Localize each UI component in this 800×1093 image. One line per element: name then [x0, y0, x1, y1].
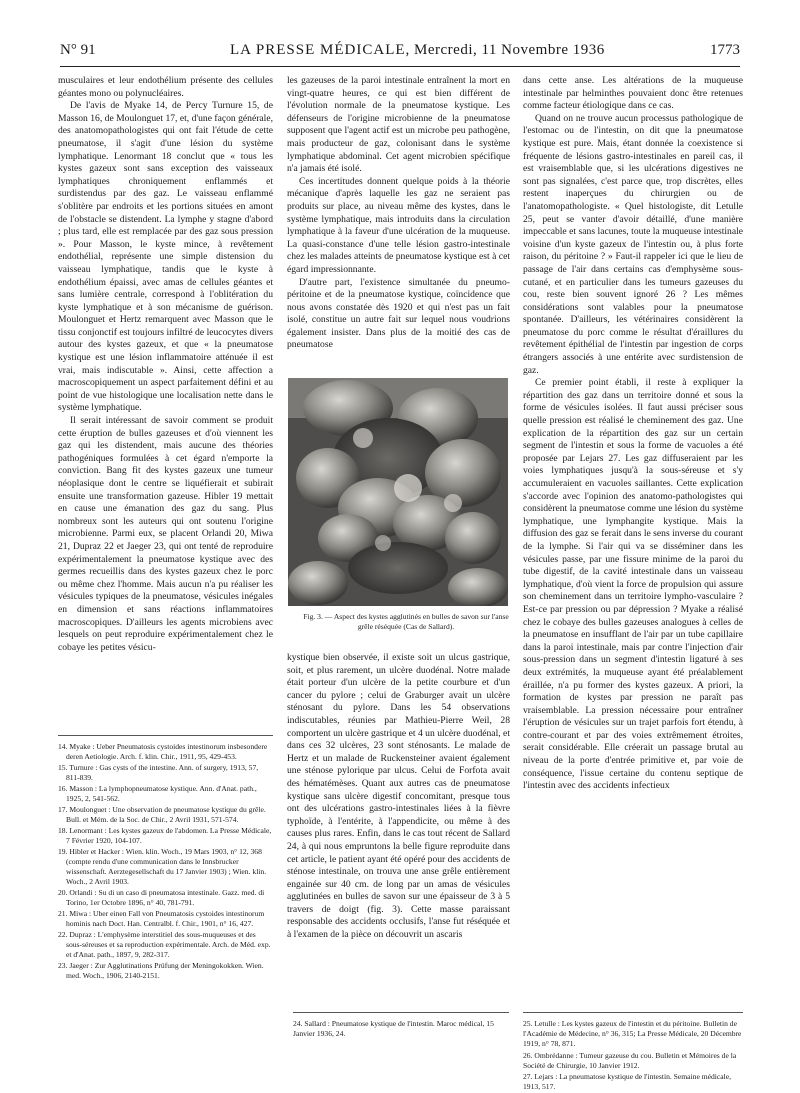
footnote: 23. Jaeger : Zur Agglutinations Prüfung der Meningokokken. Wien. med. Woch., 1906, 2140-2151.: [58, 960, 264, 980]
page-header: [60, 40, 740, 67]
footnote: 18. Lenormant : Les kystes gazeux de l'abdomen. La Presse Médicale, 7 Février 1920, 104-107.: [58, 825, 272, 845]
column-left: [58, 75, 273, 654]
page-number: 1773: [710, 42, 740, 58]
figure-caption: Fig. 3. — Aspect des kystes agglutinés en bulles de savon sur l'anse grêle réséquée (Cas de Sallard).: [303, 612, 509, 631]
figure-photo: [288, 378, 508, 606]
column-middle-lower: [287, 652, 510, 942]
journal-title-line: LA PRESSE MÉDICALE, Mercredi, 11 Novembre 1936: [230, 42, 605, 58]
journal-title: LA PRESSE MÉDICALE: [230, 42, 406, 58]
column-middle: [287, 75, 510, 352]
paragraph: kystique bien observée, il existe soit un ulcus gastrique, soit, et plus rarement, un ulcère duodénal. Notre malade était porteur d'un ulcère de la petite courbure et d'un cancer du pylore ; celui de Graburger avait un ulcère sténosant du pylore. Dans les 54 observations indiscutables, réunies par Mathieu-Pierre Weil, 28 comportent un ulcère gastrique et 4 un ulcère duodénal, et dans ces 32 ulcères, 23 sont sténosants. Le malade de Hertz et un malade de Ruckensteiner avaient également une sténose pylorique par ulcus. Celui de Forfota avait des hématémèses. Quant aux autres cas de pneumatose kystique sans ulcère digestif concomitant, presque tous ont des ulcérations gastro-intestinales liées à la fièvre typhoïde, à l'entérite, à l'appendicite, ou même à des causes plus rares. Enfin, dans le cas tout récent de Sallard 24, à qui nous empruntons la belle figure reproduite dans cet article, le patient ayant été opéré pour des accidents de sténose intestinale, on trouva une anse grêle entièrement engainée sur 40 cm. de long par un amas de vésicules agglutinées en bulles de savon sur une épaisseur de 3 à 5 travers de doigt (fig. 3). Cette masse paraissant responsable des accidents occlusifs, l'anse fut réséquée et à l'examen de la pièce on découvrit un ascaris: [287, 652, 510, 941]
footnote: 22. Dupraz : L'emphysème interstitiel des sous-muqueuses et des sous-séreuses et sa reproduction expérimentale. Arch. de Méd. exp. et d'Anat. path., 1897, 9, 282-317.: [58, 929, 271, 960]
footnotes-left: [58, 735, 273, 982]
issue-number: N° 91: [60, 42, 96, 58]
column-right: [523, 75, 743, 793]
paragraph: De l'avis de Myake 14, de Percy Turnure 15, de Masson 16, de Moulonguet 17, et, d'une façon générale, des anatomopathologistes qui ont fait l'étude de cette pneumatose, il s'agit d'une lésion du système lymphatique. Lenormant 18 conclut que « tous les kystes gazeux sont sans exception des vaisseaux lymphatiques chroniquement enflammés et surdistendus par des gaz. Le vaisseau enflammé s'oblitère par endroits et les portions situées en amont de l'obstacle se distendent. La lymphe y stagne d'abord ; plus tard, elle est remplacée par des gaz sous pression ». Pour Masson, le kyste mince, à revêtement endothélial, représente une simple distension du vaisseau lymphatique, tandis que le kyste à endothélium épaissi, avec amas de cellules géantes et sans lumière centrale, correspond à l'oblitération du kyste lymphatique et à son mécanisme de guérison. Moulonguet et Hertz remarquent avec Masson que le tissu conjonctif est toujours infiltré de leucocytes divers autour des kystes gazeux, et que « la pneumatose kystique est une lésion inflammatoire atténuée il est vrai, mais indiscutable ». Ainsi, cette affection a macroscopiquement un aspect parfaitement défini et au point de vue histologique une localisation nette dans le système lymphatique.: [58, 100, 273, 414]
paragraph: dans cette anse. Les altérations de la muqueuse intestinale par helminthes pouvaient donc être retenues comme facteur étiologique dans ce cas.: [523, 75, 743, 112]
paragraph: Il serait intéressant de savoir comment se produit cette éruption de bulles gazeuses et d'où viennent les gaz qui les distendent, mais aucune des théories pathogéniques formulées à cet égard n'emporte la conviction. Bang fit des kystes gazeux une tumeur néoplasique dont le centre se liquéfierait et subirait ensuite une transformation gazeuse. Hibler 19 mettait en cause une émanation des gaz du sang. Plus nombreux sont les auteurs qui ont soutenu l'origine microbienne. Parmi eux, se placent Orlandi 20, Miwa 21, Dupraz 22 et Jaeger 23, qui ont tenté de reproduire expérimentalement la pneumatose kystique avec des germes recueillis dans des kystes gazeux chez le porc ou même chez l'homme. Mais aucun n'a pu réaliser les vésicules typiques de la pneumatose, vésicules inégales en dimension et sans réactions inflammatoires macroscopiques. D'ailleurs les agents microbiens avec lesquels on peut reproduire expérimentalement chez le cobaye les petites vésicu-: [58, 415, 273, 653]
footnotes-right: [523, 1012, 743, 1093]
paragraph: D'autre part, l'existence simultanée du pneumo-péritoine et de la pneumatose kystique, coïncidence que nous avons constatée dès 1920 et qui n'est pas un fait isolé, constitue un autre fait sur lequel nous voudrions également insister. Dans plus de la moitié des cas de pneumatose: [287, 276, 510, 351]
footnote: 27. Lejars : La pneumatose kystique de l'intestin. Semaine médicale, 1913, 517.: [523, 1072, 732, 1092]
footnote: 21. Miwa : Uber einen Fall von Pneumatosis cystoides intestinorum hominis nach Doct. Han. Centralbl. f. Chir., 1901, n° 16, 427.: [58, 908, 265, 928]
footnote: 19. Hibler et Hacker : Wien. klin. Woch., 19 Mars 1903, n° 12, 368 (compte rendu d'une communication dans le Innsbrucker wissenschaft. Aerztegesellschaft du 17 Janvier 1903) ; Wien. klin. Woch., 2 Avril 1903.: [58, 846, 267, 887]
paragraph: Ces incertitudes donnent quelque poids à la théorie mécanique d'après laquelle les gaz ne seraient pas produits sur place, au niveau même des kystes, dans le système lymphatique, mais introduits dans la circulation lymphatique à la faveur d'une ulcération de la muqueuse. La quasi-constance d'une telle lésion gastro-intestinale chez les malades atteints de pneumatose kystique est à cet égard impressionnante.: [287, 175, 510, 275]
footnote: 16. Masson : La lymphopneumatose kystique. Ann. d'Anat. path., 1925, 2, 541-562.: [58, 783, 257, 804]
footnote: 24. Sallard : Pneumatose kystique de l'intestin. Maroc médical, 15 Janvier 1936, 24.: [293, 1019, 494, 1039]
paragraph: Ce premier point établi, il reste à expliquer la répartition des gaz dans un territoire donné et sous la forme de vésicules isolées. Il faut aussi préciser sous quelle pression est réalisé le cheminement des gaz. Une explication de la répartition des gaz sur un certain segment de l'intestin et sous la forme de vacuoles a été proposée par Lejars 27. Les gaz diffuseraient par les voies lymphatiques jusqu'à la sous-séreuse et s'y accumuleraient en vacuoles saillantes. Cette explication s'accorde avec l'opinion des anatomo-pathologistes qui considèrent la pneumatose comme une lésion du système lymphatique, une lymphangite kystique. Mais la diffusion des gaz se ferait dans le sens inverse du courant de la lymphe. Si l'air qui va se disséminer dans les vésicules passe, par une fissure minime de la paroi du tube digestif, de la cavité intestinale dans un vaisseau lymphatique, d'où vient la force de propulsion qui assure son cheminement dans un territoire lympho-vasculaire ? Est-ce par pression ou par dépression ? Myake a réalisé chez le cobaye des bulles gazeuses analogues à celles de la pneumatose en insufflant de l'air par un tube capillaire dans la paroi intestinale, mais par contre l'injection d'air sous-pression dans un segment d'intestin ligaturé à ses deux extrémités, la muqueuse ayant été préalablement éraillée, n'a pu former des kystes gazeux. A priori, la formation de kystes par pression ne paraît pas vraisemblable. La pression nécessaire pour entraîner l'éruption de vésicules sur un trajet parfois fort étendu, à contre-courant et par des voies extrêmement étroites, serait considérable. Elle créerait un passage brutal au niveau de la porte d'entrée primitive et, par voie de conséquence, l'issue certaine du contenu septique de l'intestin avec des accidents infectieux: [523, 377, 743, 792]
footnote: 20. Orlandi : Su di un caso di pneumatosa intestinale. Gazz. med. di Torino, 1er Octobre 1896, n° 40, 781-791.: [58, 887, 265, 908]
intestine-photo-image: [288, 378, 508, 606]
footnote: 17. Moulonguet : Une observation de pneumatose kystique du grêle. Bull. et Mém. de la Soc. de Chir., 2 Avril 1931, 571-574.: [58, 804, 266, 824]
issue-date: Mercredi, 11 Novembre 1936: [414, 42, 605, 58]
footnote: 15. Turnure : Gas cysts of the intestine. Ann. of surgery, 1913, 57, 811-839.: [58, 762, 259, 783]
paragraph: musculaires et leur endothélium présente des cellules géantes mono ou polynucléaires.: [58, 75, 273, 99]
paragraph: Quand on ne trouve aucun processus pathologique de l'estomac ou de l'intestin, on dit que la pneumatose kystique est pure. Mais, étant donnée la coexistence si fréquente de lésions gastro-intestinales en pareil cas, il est vraisemblable que, si les ulcérations digestives ne sont pas signalées, c'est parce que, trop discrètes, elles restent inaperçues du chirurgien ou de l'anatomopathologiste. « Quel histologiste, dit Letulle 25, peut se vanter d'avoir détaillé, d'une manière impeccable et sans lacunes, toute la muqueuse intestinale voisine d'un kyste gazeux de l'intestin ou, à plus forte raison, du péritoine ? » Faut-il rappeler ici que le lieu de passage de l'air dans certains cas d'emphysème sous-cutané, et en particulier dans les tumeurs gazeuses du cou, reste bien souvent ignoré 26 ? Les mêmes considérations sont valables pour la pneumatose spontanée. D'ailleurs, les vétérinaires considèrent la pneumatose du porc comme le résultat d'éraillures du revêtement épithélial de l'intestin par ingestion de corps étrangers associés à une entérite avec surdistension de gaz.: [523, 112, 743, 376]
footnote: 26. Ombrédanne : Tumeur gazeuse du cou. Bulletin et Mémoires de la Société de Chirurgie, 10 Janvier 1912.: [523, 1050, 737, 1070]
footnotes-middle: [293, 1012, 509, 1039]
paragraph: les gazeuses de la paroi intestinale entraînent la mort en vingt-quatre heures, ce qui est bien différent de l'évolution normale de la pneumatose kystique. Les défenseurs de l'origine microbienne de la pneumatose supposent que l'agent actif est un microbe peu pathogène, mais producteur de gaz, colonisant dans le système lymphatique abdominal. Cet agent microbien spécifique n'a jamais été isolé.: [287, 75, 510, 175]
footnote: 25. Letulle : Les kystes gazeux de l'intestin et du péritoine. Bulletin de l'Académie de Médecine, n° 36, 315; La Presse Médicale, 20 Décembre 1919, n° 78, 871.: [523, 1019, 742, 1049]
footnote: 14. Myake : Ueber Pneumatosis cystoides intestinorum insbesondere deren Aetiologie. Arch. f. klin. Chir., 1911, 95, 429-453.: [58, 742, 268, 762]
